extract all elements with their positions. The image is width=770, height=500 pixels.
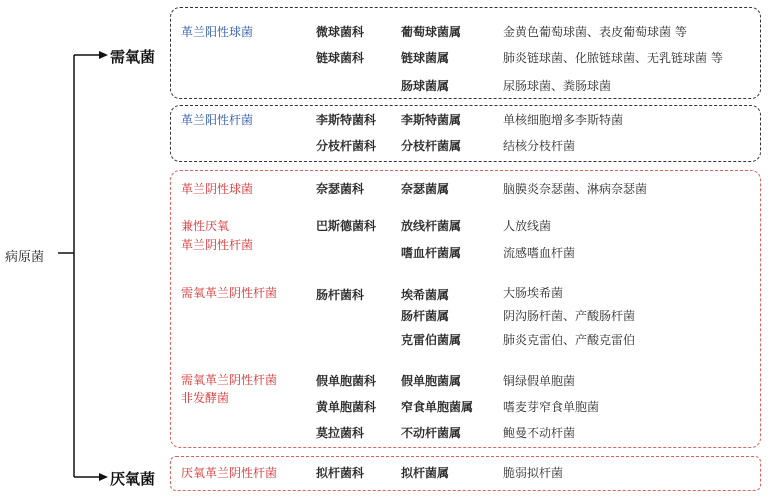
genus-name: 奈瑟菌属: [401, 182, 450, 196]
species-name: 铜绿假单胞菌: [503, 374, 576, 388]
species-name: 肺炎克雷伯、产酸克雷伯: [503, 333, 636, 347]
family-name: 微球菌科: [316, 25, 365, 39]
genus-name: 分枝杆菌属: [401, 139, 462, 153]
genus-name: 拟杆菌属: [401, 466, 450, 480]
group-label: 革兰阴性球菌: [181, 182, 254, 196]
genus-name: 不动杆菌属: [401, 426, 462, 440]
species-name: 阴沟肠杆菌、产酸肠杆菌: [503, 309, 636, 323]
group-label: 革兰阴性杆菌: [181, 238, 254, 252]
genus-name: 链球菌属: [401, 51, 450, 65]
genus-name: 窄食单胞菌属: [401, 400, 474, 414]
family-name: 李斯特菌科: [316, 113, 377, 127]
species-name: 单核细胞增多李斯特菌: [503, 113, 624, 127]
species-name: 脑膜炎奈瑟菌、淋病奈瑟菌: [503, 182, 648, 196]
group-label: 非发酵菌: [181, 391, 230, 405]
species-name: 鲍曼不动杆菌: [503, 426, 576, 440]
family-name: 链球菌科: [316, 51, 365, 65]
family-name: 黄单胞菌科: [316, 400, 377, 414]
family-name: 巴斯德菌科: [316, 219, 377, 233]
family-name: 拟杆菌科: [316, 466, 365, 480]
group-label: 革兰阳性杆菌: [181, 113, 254, 127]
family-name: 肠杆菌科: [316, 288, 365, 302]
genus-name: 假单胞菌属: [401, 374, 462, 388]
genus-name: 肠杆菌属: [401, 309, 450, 323]
family-name: 分枝杆菌科: [316, 139, 377, 153]
root-label: 病原菌: [5, 250, 45, 265]
genus-name: 葡萄球菌属: [401, 25, 462, 39]
gram-positive-bacilli-box: [170, 105, 761, 162]
family-name: 莫拉菌科: [316, 426, 365, 440]
genus-name: 李斯特菌属: [401, 113, 462, 127]
anaerobic-branch-label: 厌氧菌: [110, 470, 156, 488]
species-name: 嗜麦芽窄食单胞菌: [503, 400, 600, 414]
group-label: 需氧革兰阴性杆菌: [181, 286, 278, 300]
group-label: 革兰阳性球菌: [181, 25, 254, 39]
species-name: 人放线菌: [503, 219, 552, 233]
group-label: 兼性厌氧: [181, 219, 230, 233]
aerobic-arrowhead: [99, 51, 108, 59]
family-name: 假单胞菌科: [316, 374, 377, 388]
species-name: 金黄色葡萄球菌、表皮葡萄球菌 等: [503, 25, 687, 39]
anaerobic-arrowhead: [99, 473, 108, 481]
genus-name: 肠球菌属: [401, 79, 450, 93]
group-label: 需氧革兰阴性杆菌: [181, 373, 278, 387]
genus-name: 克雷伯菌属: [401, 333, 462, 347]
species-name: 脆弱拟杆菌: [503, 466, 564, 480]
genus-name: 嗜血杆菌属: [401, 246, 462, 260]
species-name: 肺炎链球菌、化脓链球菌、无乳链球菌 等: [503, 51, 723, 65]
species-name: 大肠埃希菌: [503, 286, 564, 300]
family-name: 奈瑟菌科: [316, 182, 365, 196]
species-name: 结核分枝杆菌: [503, 139, 576, 153]
genus-name: 放线杆菌属: [401, 219, 462, 233]
species-name: 流感嗜血杆菌: [503, 246, 576, 260]
genus-name: 埃希菌属: [401, 288, 450, 302]
aerobic-branch-label: 需氧菌: [110, 48, 156, 66]
group-label: 厌氧革兰阴性杆菌: [181, 466, 278, 480]
species-name: 尿肠球菌、粪肠球菌: [503, 79, 612, 93]
